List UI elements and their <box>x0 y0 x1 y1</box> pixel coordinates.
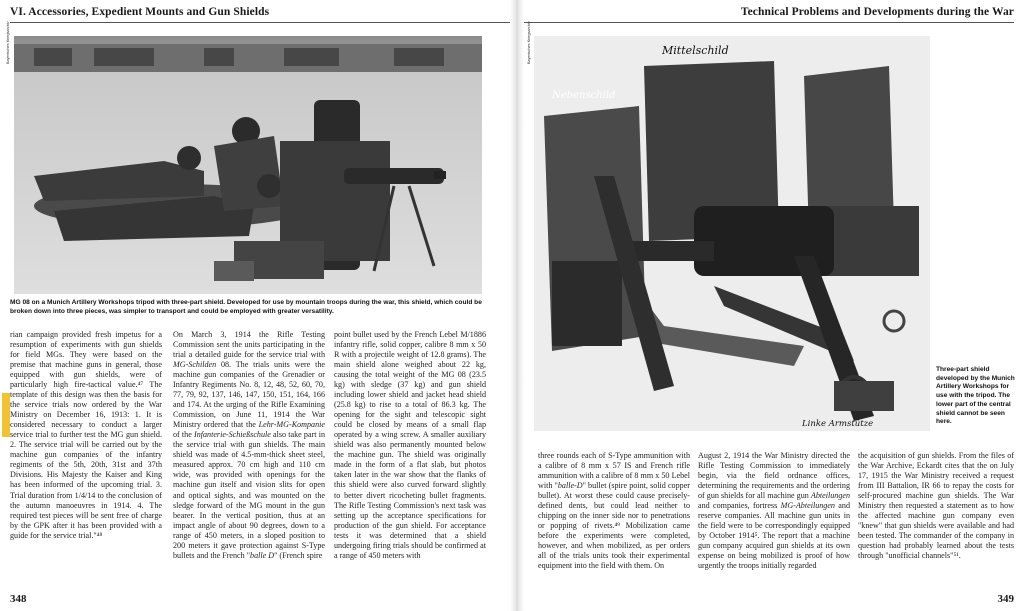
column-4-text: three rounds each of S-Type ammunition with a calibre of 8 mm x 57 IS and French rifle ammunition with a calibre of 8 mm x 50 Lebel with "balle-D" bullet (spire point, solid copper bullet). At worst these could cause precisely-defined dents, but could lead neither to chipping on the inner side nor to penetrations or popping of rivets.⁴⁹ Mobilization came before the experiments were completed, however, and when mobilized, as per orders all of the trials units took their experimental equipment into the field with them. On <box>538 451 690 571</box>
mg08-tripod-photo <box>14 36 482 294</box>
chapter-tab <box>2 393 10 437</box>
right-photograph <box>534 36 930 431</box>
text-column-1 <box>10 330 162 541</box>
page-gutter <box>510 0 524 611</box>
column-6-text: the acquisition of gun shields. From the files of the War Archive, Eckardt cites that the on July 17, 1915 the War Ministry received a request from III Battalion, IR 66 to repay the costs for self-procured machine gun shields. The War Ministry then requested a statement as to how the affected machine gun company even "knew" that gun shields were available and had been tested. The commander of the company in question had probably learned about the tests through "unofficial channels"⁵¹. <box>858 451 1014 561</box>
column-1-text: rian campaign provided fresh impetus for a resumption of experiments with gun shields for field MGs. They were based on the premise that machine guns in general, those equipped with gun shields, were of particularly high fire-tactical value.⁴⁷ The template of this design was then the basis for the service trials now ordered by the War Ministry on December 16, 1913: 1. It is considered necessary to conduct a larger service trial to further test the MG gun shield. 2. The service trial will be carried out by the machine gun companies of the infantry regiments of the 5th, 20th, 31st and 37th Divisions. His Majesty the Kaiser and King has been informed of the upcoming trial. 3. Trial duration from 1/4/14 to the conclusion of the autumn manoeuvres in 1914. 4. The required test pieces will be sent free of charge by the GPK after it has been provided with a guide for the service trial."⁴⁸ <box>10 330 162 540</box>
column-3-text: point bullet used by the French Lebel M/1886 infantry rifle, solid copper, calibre 8 mm x 50 R with a projectile weight of 12.8 grams). The main shield alone weighed about 22 kg, causing the total weight of the MG 08 (23.5 kg) with sledge (37 kg) and gun shield including lower shield and jacket head shield (25.8 kg) to rise to a total of 86.3 kg. The opening for the sight and telescopic sight could be closed by means of a small flap operated by a wing screw. A smaller auxiliary shield was also permanently mounted below the machine gun. The shield was originally made in the form of a flat slab, but photos taken later in the war show that the flanks of this shield were also curved forward slightly to better divert ricocheting bullet fragments. The Rifle Testing Commission's next task was setting up the acceptance specifications for production of the gun shield. For acceptance tests it was determined that a shield undergoing firing trials should be confirmed at a range of 450 meters with <box>334 330 486 560</box>
page-number-left: 348 <box>10 593 27 605</box>
text-column-4 <box>538 451 690 571</box>
text-column-5 <box>698 451 850 571</box>
column-5-text: August 2, 1914 the War Ministry directed the Rifle Testing Commission to immediately begin, via the field ordnance offices, determining the requirements and the ordering of gun shields for all machine gun Abteilungen and companies, fortress MG-Abteilungen and reserve companies. All machine gun units in the field were to be correspondingly equipped by October 1914⁵. The report that a machine gun company acquired gun shields at its own expense on being mobilized is proof of how urgently the troops initially regarded <box>698 451 850 571</box>
header-rule-right <box>524 22 1014 23</box>
left-photograph <box>14 36 482 294</box>
header-rule-left <box>10 22 510 23</box>
label-nebenschild: Nebenschild <box>552 90 616 101</box>
page-number-right: 349 <box>997 593 1014 605</box>
photo-credit-left: Bayerisches Kriegsarchiv <box>6 21 10 64</box>
column-2-text: On March 3, 1914 the Rifle Testing Commission sent the units participating in the trial a detailed guide for the service trial with MG-Schilden 08. The trials units were the machine gun companies of the Grenadier or Infantry Regiments No. 8, 12, 48, 52, 60, 70, 77, 79, 92, 137, 146, 147, 150, 151, 164, 166 and 174. At the urging of the Rifle Examining Commission, on June 11, 1914 the War Ministry ordered that the Lehr-MG-Kompanie of the Infanterie-Schießschule also take part in the service trial with gun shields. The main shield was made of 4.5-mm-thick sheet steel, measured approx. 70 cm high and 110 cm wide, was provided with openings for the machine gun itself and vision slits for open and optical sights, and was mounted on the sledge forward of the MG mount in the gun bearer. In the vertical position, thus at an impact angle of about 90 degrees, down to a range of 450 meters, in a sloped position to 200 meters it gave protection against S-Type bullets and the French "balle D" (French spire <box>173 330 325 560</box>
text-column-6 <box>858 451 1014 561</box>
running-head-left: VI. Accessories, Expedient Mounts and Gun Shields <box>10 6 270 18</box>
text-column-3 <box>334 330 486 561</box>
running-head-right: Technical Problems and Developments during the War <box>740 6 1014 18</box>
caption-left: MG 08 on a Munich Artillery Workshops tripod with three-part shield. Developed for use by mountain troops during the war, this shield, which could be broken down into three pieces, was simpler to transport and could be employed with greater versatility. <box>10 299 482 315</box>
label-mittelschild: Mittelschild <box>662 44 729 57</box>
photo-credit-right: Bayerisches Kriegsarchiv <box>527 21 531 64</box>
text-column-2 <box>173 330 325 561</box>
three-part-shield-photo <box>534 36 930 431</box>
caption-right: Three-part shield developed by the Munich Artillery Workshops for use with the tripod. The lower part of the central shield cannot be seen here. <box>936 366 1015 426</box>
label-linke-armstuetze: Linke Armstütze <box>802 419 874 429</box>
